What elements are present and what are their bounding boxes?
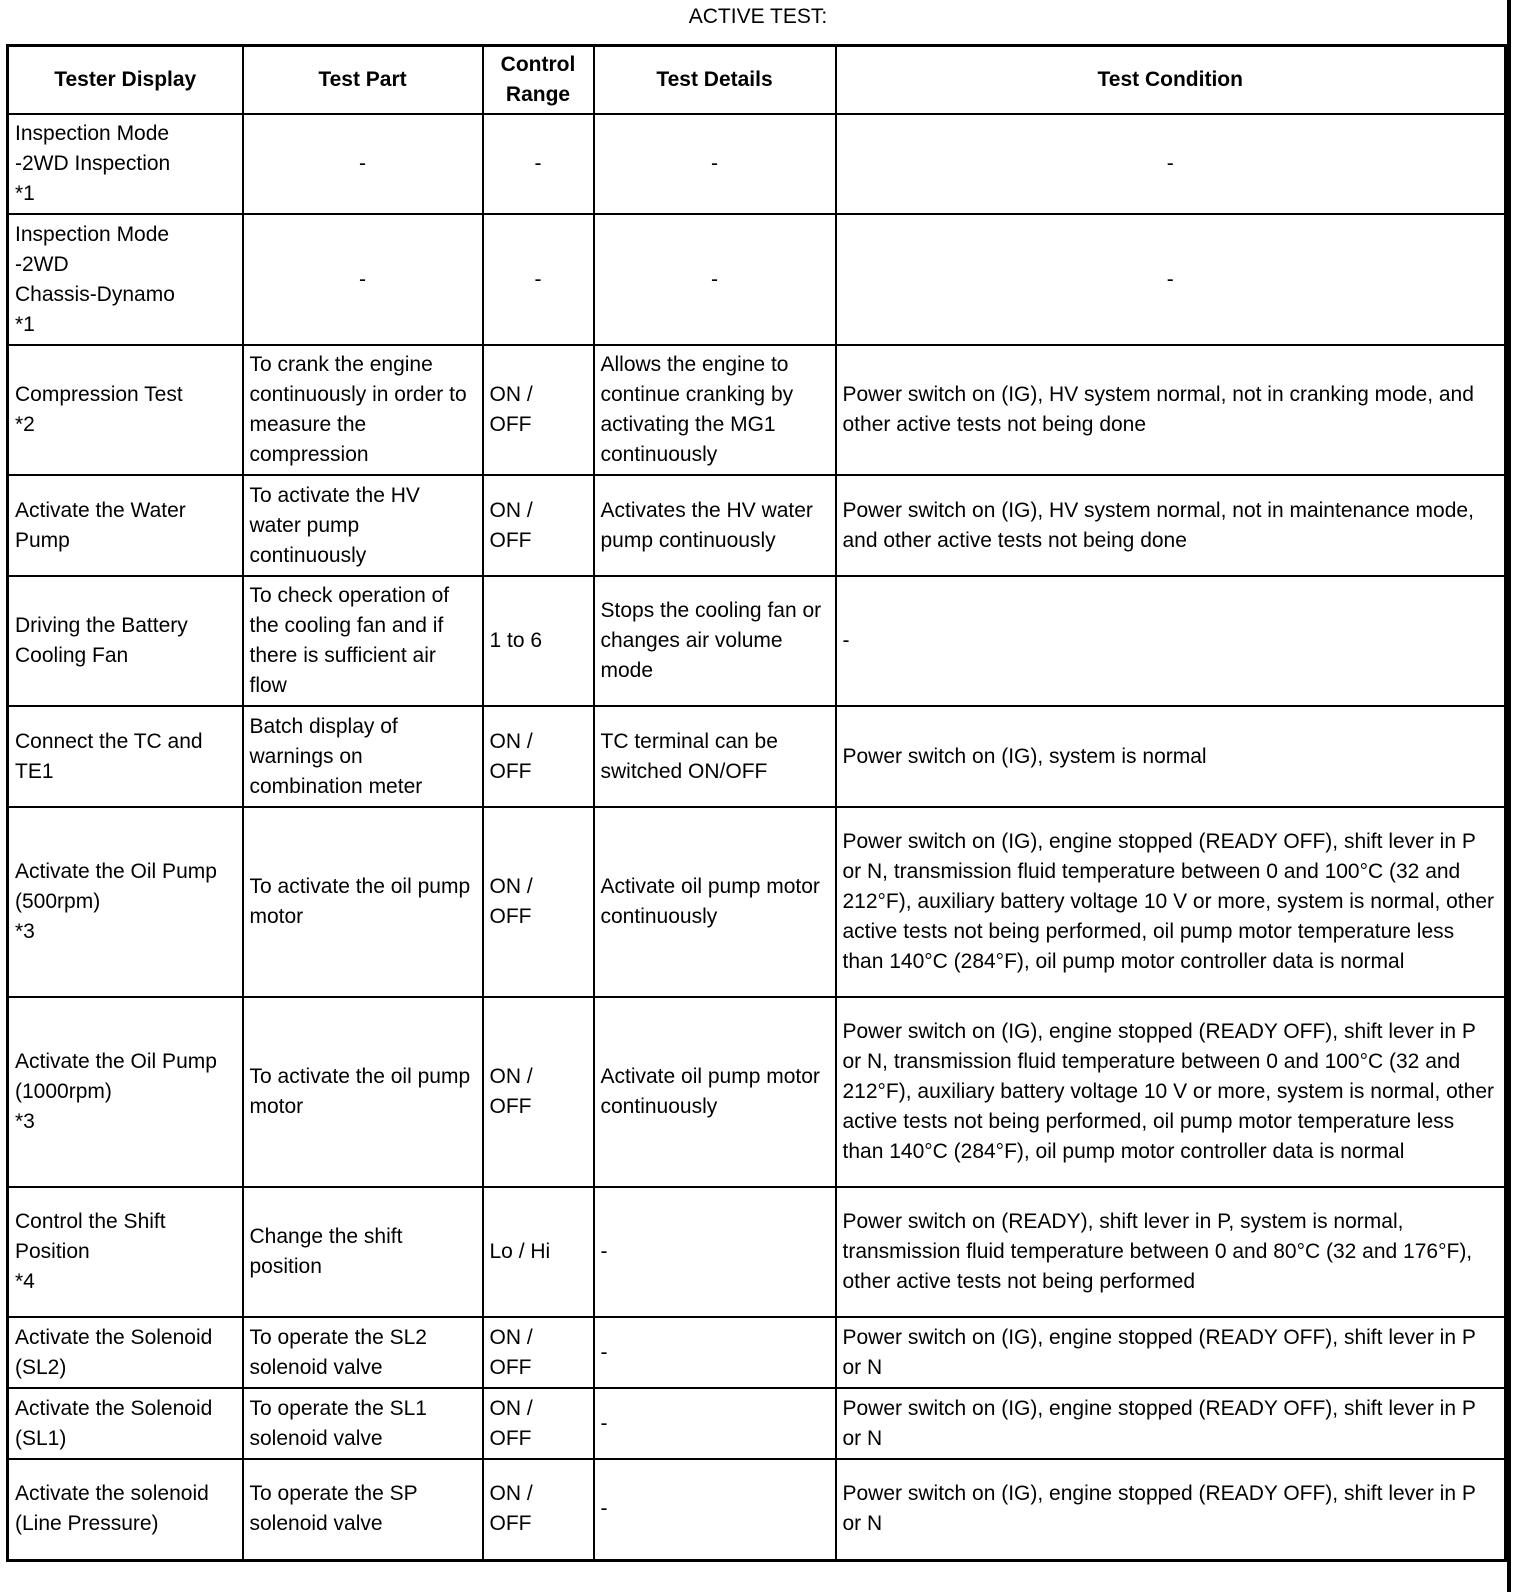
control-range-cell: ON / OFF xyxy=(483,706,594,807)
test-part-cell: Batch display of warnings on combination meter xyxy=(243,706,483,807)
test-details-cell: - xyxy=(594,214,836,345)
tester-display-cell: Connect the TC and TE1 xyxy=(8,706,243,807)
test-part-cell: To operate the SL2 solenoid valve xyxy=(243,1317,483,1388)
column-header-test-condition: Test Condition xyxy=(836,46,1506,115)
control-range-cell: ON / OFF xyxy=(483,1317,594,1388)
table-row xyxy=(8,1459,1506,1560)
test-details-cell: Allows the engine to continue cranking by activating the MG1 continuously xyxy=(594,345,836,475)
table-row xyxy=(8,114,1506,214)
tester-display-cell: Activate the Oil Pump (1000rpm) *3 xyxy=(8,997,243,1187)
table-row xyxy=(8,1317,1506,1388)
tester-display-cell: Inspection Mode -2WD Chassis-Dynamo *1 xyxy=(8,214,243,345)
test-details-cell: - xyxy=(594,1317,836,1388)
column-header-test-part: Test Part xyxy=(243,46,483,115)
page-title: ACTIVE TEST: xyxy=(688,5,828,28)
control-range-cell: 1 to 6 xyxy=(483,576,594,706)
test-part-cell: Change the shift position xyxy=(243,1187,483,1317)
test-part-cell: To activate the HV water pump continuously xyxy=(243,475,483,576)
test-condition-cell: Power switch on (IG), HV system normal, not in cranking mode, and other active tests not being done xyxy=(836,345,1506,475)
control-range-cell: ON / OFF xyxy=(483,997,594,1187)
table-row xyxy=(8,475,1506,576)
test-part-cell: To activate the oil pump motor xyxy=(243,997,483,1187)
control-range-cell: ON / OFF xyxy=(483,345,594,475)
table-row xyxy=(8,706,1506,807)
column-header-test-details: Test Details xyxy=(594,46,836,115)
column-header-tester-display: Tester Display xyxy=(8,46,243,115)
test-condition-cell: Power switch on (IG), engine stopped (READY OFF), shift lever in P or N, transmission fluid temperature between 0 and 100°C (32 and 212°F), auxiliary battery voltage 10 V or more, system is normal, other active tests not being performed, oil pump motor temperature less than 140°C (284°F), oil pump motor controller data is normal xyxy=(836,807,1506,997)
test-details-cell: Activate oil pump motor continuously xyxy=(594,807,836,997)
table-row xyxy=(8,345,1506,475)
table-row xyxy=(8,1388,1506,1459)
test-condition-cell: - xyxy=(836,576,1506,706)
control-range-cell: ON / OFF xyxy=(483,475,594,576)
tester-display-cell: Activate the Solenoid (SL1) xyxy=(8,1388,243,1459)
test-condition-cell: - xyxy=(836,214,1506,345)
test-details-cell: - xyxy=(594,114,836,214)
test-part-cell: - xyxy=(243,214,483,345)
table-body xyxy=(8,114,1506,1560)
control-range-cell: ON / OFF xyxy=(483,1459,594,1560)
right-border-rule xyxy=(1507,0,1511,1592)
test-part-cell: To operate the SL1 solenoid valve xyxy=(243,1388,483,1459)
control-range-cell: - xyxy=(483,214,594,345)
control-range-cell: ON / OFF xyxy=(483,1388,594,1459)
test-part-cell: - xyxy=(243,114,483,214)
tester-display-cell: Activate the Oil Pump (500rpm) *3 xyxy=(8,807,243,997)
control-range-cell: ON / OFF xyxy=(483,807,594,997)
test-details-cell: - xyxy=(594,1187,836,1317)
test-details-cell: Activates the HV water pump continuously xyxy=(594,475,836,576)
tester-display-cell: Activate the Solenoid (SL2) xyxy=(8,1317,243,1388)
active-test-table xyxy=(6,44,1507,1562)
tester-display-cell: Activate the solenoid (Line Pressure) xyxy=(8,1459,243,1560)
table-header xyxy=(8,46,1506,115)
test-details-cell: - xyxy=(594,1388,836,1459)
table-row xyxy=(8,997,1506,1187)
control-range-cell: Lo / Hi xyxy=(483,1187,594,1317)
test-condition-cell: Power switch on (IG), HV system normal, not in maintenance mode, and other active tests not being done xyxy=(836,475,1506,576)
test-condition-cell: Power switch on (IG), engine stopped (READY OFF), shift lever in P or N xyxy=(836,1388,1506,1459)
header-row xyxy=(8,46,1506,115)
test-condition-cell: Power switch on (IG), engine stopped (READY OFF), shift lever in P or N xyxy=(836,1459,1506,1560)
test-part-cell: To operate the SP solenoid valve xyxy=(243,1459,483,1560)
tester-display-cell: Activate the Water Pump xyxy=(8,475,243,576)
tester-display-cell: Compression Test *2 xyxy=(8,345,243,475)
table-row xyxy=(8,807,1506,997)
table-row xyxy=(8,214,1506,345)
tester-display-cell: Driving the Battery Cooling Fan xyxy=(8,576,243,706)
test-details-cell: - xyxy=(594,1459,836,1560)
control-range-cell: - xyxy=(483,114,594,214)
table-row xyxy=(8,576,1506,706)
test-condition-cell: Power switch on (IG), engine stopped (READY OFF), shift lever in P or N, transmission fluid temperature between 0 and 100°C (32 and 212°F), auxiliary battery voltage 10 V or more, system is normal, other active tests not being performed, oil pump motor temperature less than 140°C (284°F), oil pump motor controller data is normal xyxy=(836,997,1506,1187)
test-condition-cell: Power switch on (IG), system is normal xyxy=(836,706,1506,807)
tester-display-cell: Control the Shift Position *4 xyxy=(8,1187,243,1317)
test-part-cell: To crank the engine continuously in order to measure the compression xyxy=(243,345,483,475)
test-condition-cell: Power switch on (IG), engine stopped (READY OFF), shift lever in P or N xyxy=(836,1317,1506,1388)
column-header-control-range: Control Range xyxy=(483,46,594,115)
test-details-cell: TC terminal can be switched ON/OFF xyxy=(594,706,836,807)
tester-display-cell: Inspection Mode -2WD Inspection *1 xyxy=(8,114,243,214)
test-part-cell: To check operation of the cooling fan and if there is sufficient air flow xyxy=(243,576,483,706)
test-details-cell: Stops the cooling fan or changes air volume mode xyxy=(594,576,836,706)
test-condition-cell: - xyxy=(836,114,1506,214)
table-row xyxy=(8,1187,1506,1317)
test-part-cell: To activate the oil pump motor xyxy=(243,807,483,997)
test-condition-cell: Power switch on (READY), shift lever in P, system is normal, transmission fluid temperature between 0 and 80°C (32 and 176°F), other active tests not being performed xyxy=(836,1187,1506,1317)
test-details-cell: Activate oil pump motor continuously xyxy=(594,997,836,1187)
